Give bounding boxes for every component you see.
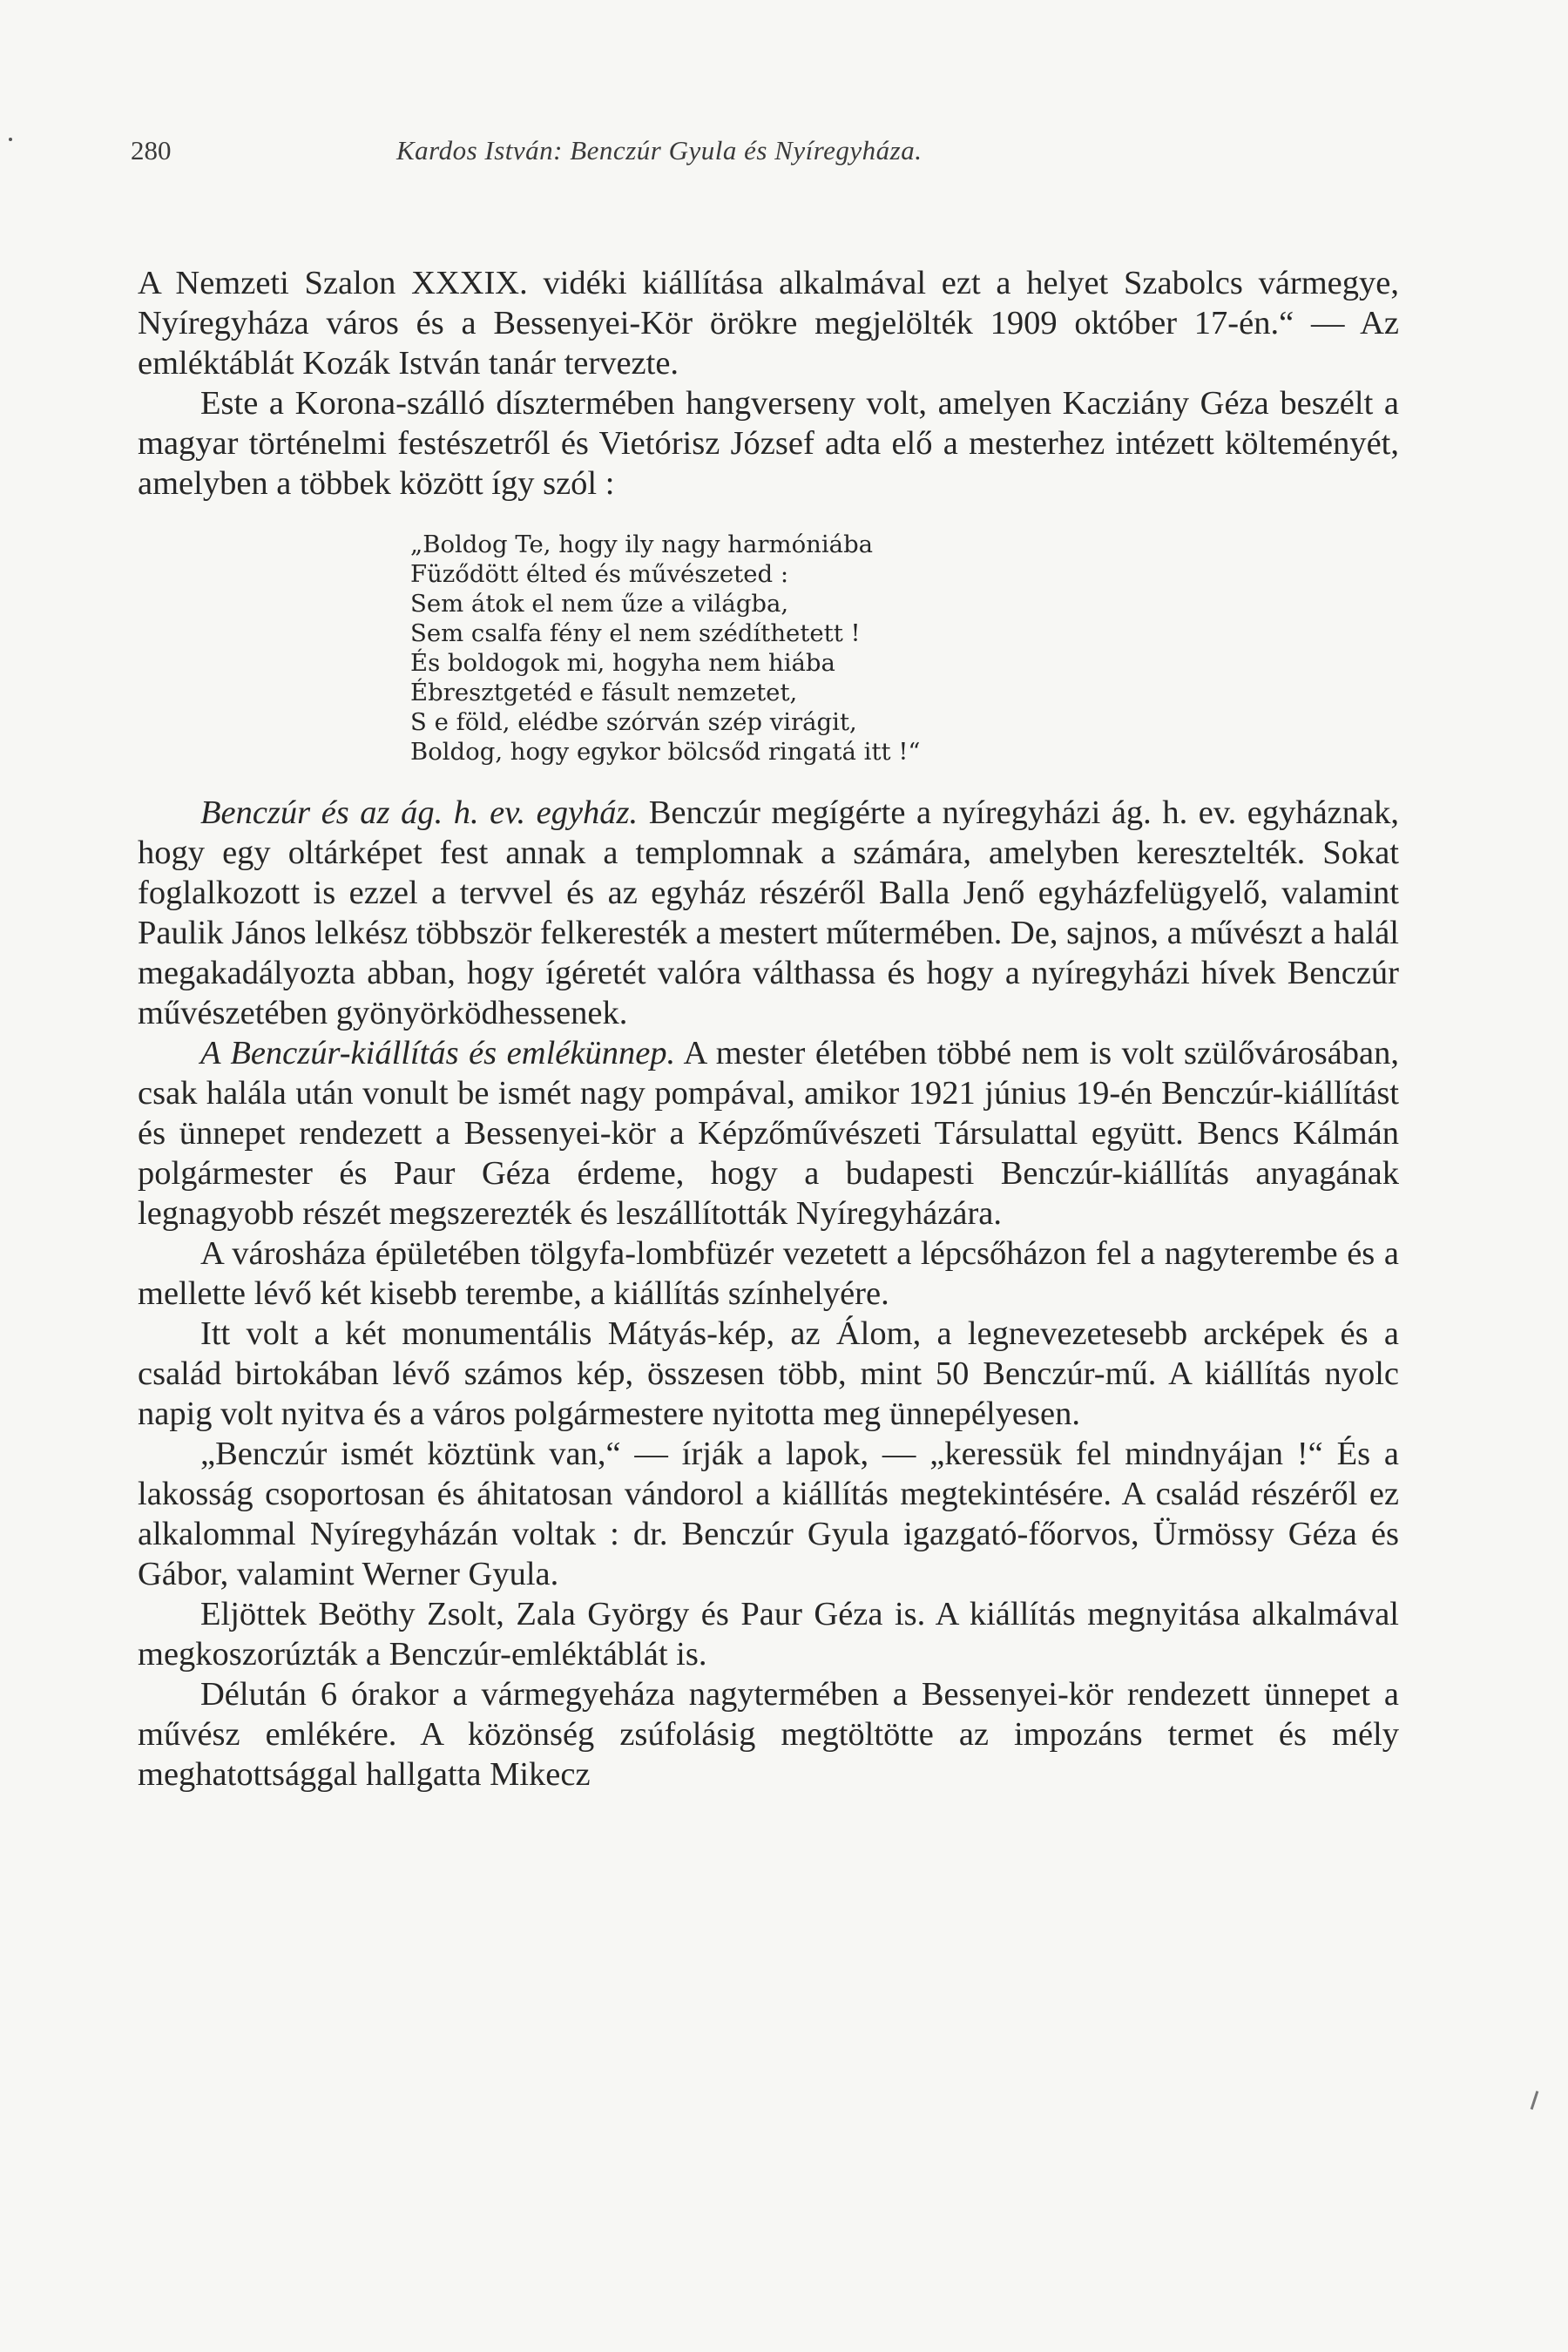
section-text-exhibition: A mester életében többé nem is volt szülővárosában, csak halála után vonult be ismét nagy pompával, amikor 1921 június 19-én Benczúr-kiállítást és ünnepet rendezett a Bessenyei-kör a Képzőművészeti Társulattal együtt. Bencs Kálmán polgármester és Paur Géza érdeme, hogy a budapesti Benczúr-kiállítás anyagának legnagyobb részét megszerezték és leszállították Nyíregyházára.	[138, 1035, 1399, 1232]
scan-speck	[9, 138, 12, 141]
poem-line: Sem átok el nem űze a világba,	[410, 590, 789, 618]
poem-block	[410, 530, 1399, 767]
paragraph-paintings: Itt volt a két monumentális Mátyás-kép, az Álom, a legnevezetesebb arcképek és a család birtokában lévő számos kép, összesen több, mint 50 Benczúr-mű. A kiállítás nyolc napig volt nyitva és a város polgármestere nyitotta meg ünnepélyesen.	[138, 1315, 1399, 1432]
poem-line: Boldog, hogy egykor bölcsőd ringatá itt !“	[410, 738, 921, 766]
paragraph-exhibition	[138, 1033, 1399, 1233]
poem-line: Füződött élted és művészeted :	[410, 560, 789, 588]
main-text	[138, 263, 1399, 1794]
poem-line: „Boldog Te, hogy ily nagy harmóniába	[410, 531, 874, 558]
section-text-church: Benczúr megígérte a nyíregyházi ág. h. ev. egyháznak, hogy egy oltárképet fest annak a templomnak a számára, amelyben keresztelték. Sokat foglalkozott is ezzel a tervvel és az egyház részéről Balla Jenő egyházfelügyelő, valamint Paulik János lelkész többször felkeresték a mestert műtermében. De, sajnos, a művészt a halál megakadályozta abban, hogy ígéretét valóra válthassa és hogy a nyíregyházi hívek Benczúr művészetében gyönyörködhessenek.	[138, 794, 1399, 1031]
paragraph-cityhall: A városháza épületében tölgyfa-lombfüzér vezetett a lépcsőházon fel a nagyterembe és a mellette lévő két kisebb terembe, a kiállítás színhelyére.	[138, 1235, 1399, 1312]
scan-mark	[1531, 2091, 1539, 2110]
poem-line: Sem csalfa fény el nem szédíthetett !	[410, 619, 861, 647]
page-header	[131, 135, 1394, 179]
section-heading-church: Benczúr és az ág. h. ev. egyház.	[200, 794, 639, 831]
paragraph-visitors: „Benczúr ismét köztünk van,“ — írják a lapok, — „keressük fel mindnyájan !“ És a lakosság csoportosan és áhitatosan vándorol a kiállítás megtekintésére. A család részéről ez alkalommal Nyíregyházán voltak : dr. Benczúr Gyula igazgató-főorvos, Ürmössy Géza és Gábor, valamint Werner Gyula.	[138, 1436, 1399, 1592]
section-heading-exhibition: A Benczúr-kiállítás és emlékünnep.	[200, 1035, 676, 1071]
poem-line: S e föld, elédbe szórván szép virágit,	[410, 708, 857, 736]
paragraph-evening: Délután 6 órakor a vármegyeháza nagytermében a Bessenyei-kör rendezett ünnepet a művész emlékére. A közönség zsúfolásig megtöltötte az impozáns termet és mély meghatottsággal hallgatta Mikecz	[138, 1676, 1399, 1793]
paragraph-dedication: A Nemzeti Szalon XXXIX. vidéki kiállítása alkalmával ezt a helyet Szabolcs vármegye, Nyíregyháza város és a Bessenyei-Kör örökre megjelölték 1909 október 17-én.“ — Az emléktáblát Kozák István tanár tervezte.	[138, 265, 1399, 382]
paragraph-concert: Este a Korona-szálló dísztermében hangverseny volt, amelyen Kacziány Géza beszélt a magyar történelmi festészetről és Vietórisz József adta elő a mesterhez intézett költeményét, amelyben a többek között így szól :	[138, 385, 1399, 502]
paragraph-church	[138, 793, 1399, 1033]
poem-line: Ébresztgetéd e fásult nemzetet,	[410, 679, 798, 706]
paragraph-guests: Eljöttek Beöthy Zsolt, Zala György és Paur Géza is. A kiállítás megnyitása alkalmával megkoszorúzták a Benczúr-emléktáblát is.	[138, 1596, 1399, 1673]
running-title: Kardos István: Benczúr Gyula és Nyíregyháza.	[396, 135, 923, 166]
page-number: 280	[131, 135, 172, 166]
poem-line: És boldogok mi, hogyha nem hiába	[410, 649, 835, 677]
